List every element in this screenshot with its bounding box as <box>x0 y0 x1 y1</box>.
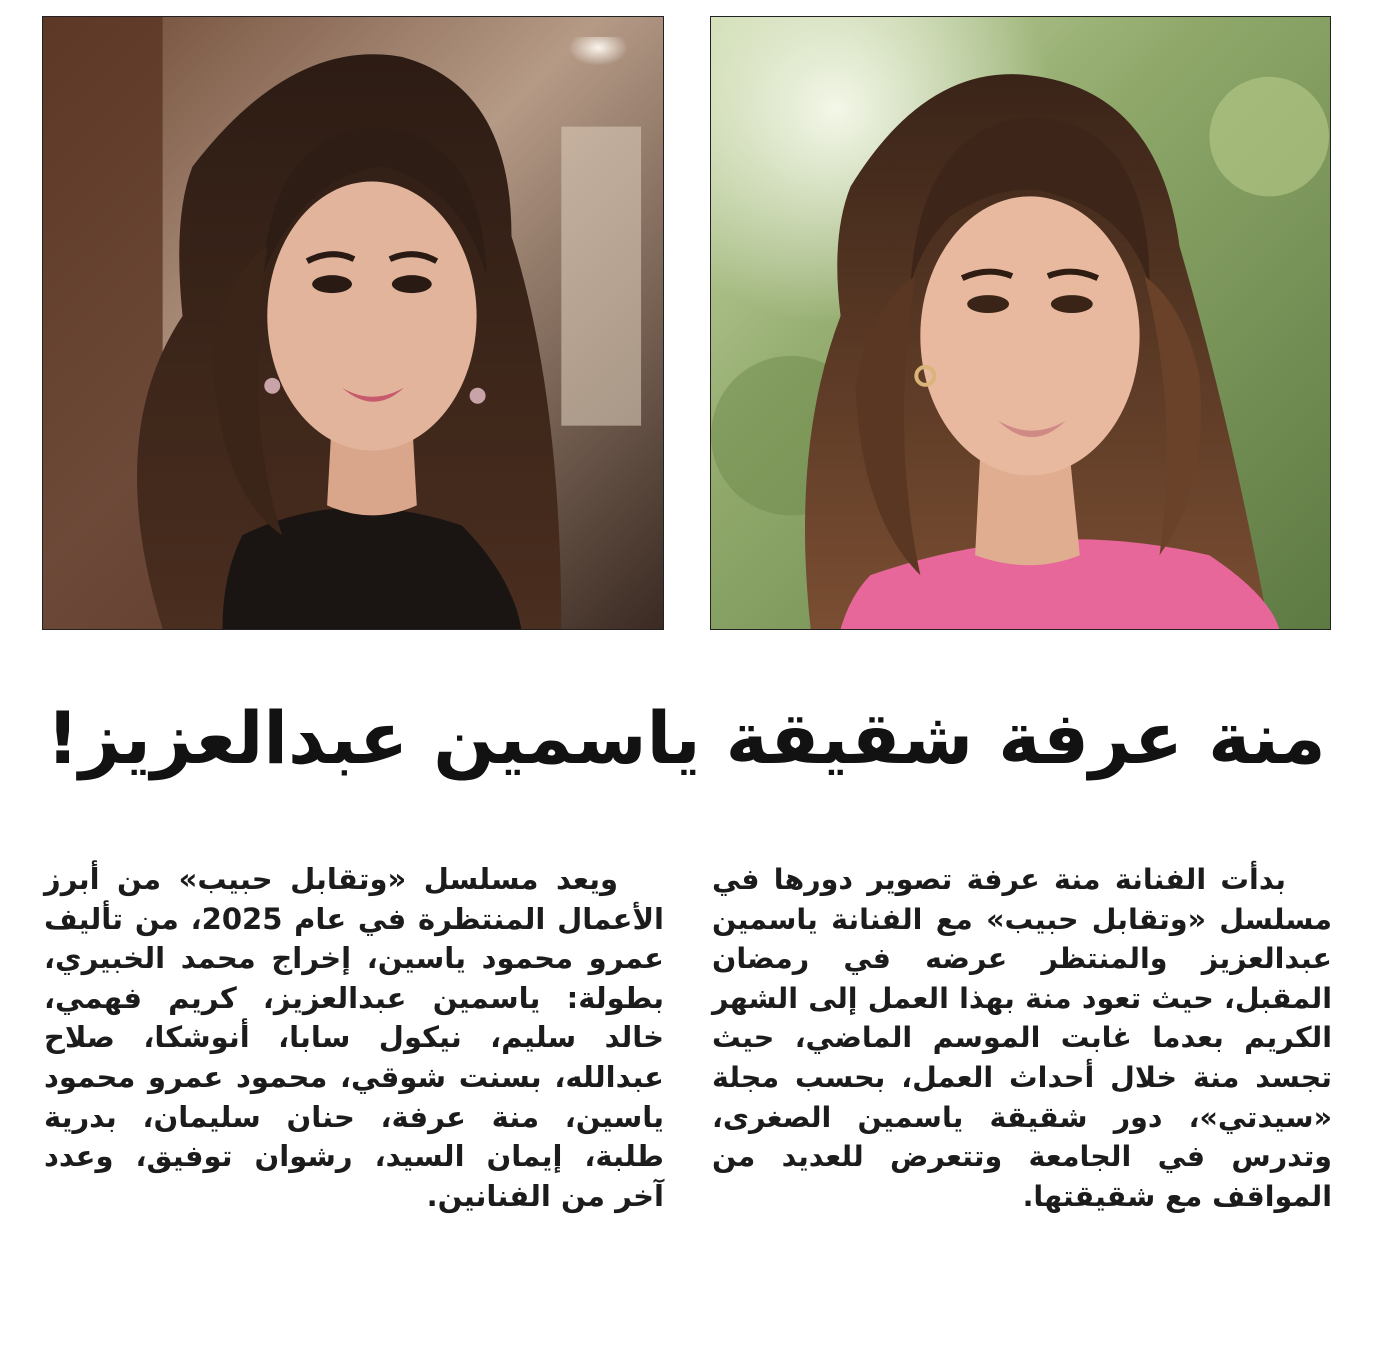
article-line: بطولة: ياسمين عبدالعزيز، كريم فهمي، <box>44 980 664 1015</box>
article-line: خالد سليم، نيكول سابا، أنوشكا، صلاح <box>44 1020 664 1055</box>
article-column-left <box>44 860 664 1216</box>
headline: منة عرفة شقيقة ياسمين عبدالعزيز! <box>46 696 1326 780</box>
photo-yasmin-abdelaziz <box>42 16 664 630</box>
article-line: المواقف مع شقيقتها. <box>1022 1179 1332 1213</box>
article-line: المقبل، حيث تعود منة بهذا العمل إلى الشهر <box>712 981 1332 1015</box>
article-line: عبدالله، بسنت شوقي، محمود عمرو محمود <box>44 1059 664 1094</box>
article-line: مسلسل «وتقابل حبيب» مع الفنانة ياسمين <box>712 902 1332 936</box>
article-line: طلبة، إيمان السيد، رشوان توفيق، وعدد <box>44 1139 664 1174</box>
portrait-illustration-left <box>43 17 663 629</box>
article-line: ياسين، منة عرفة، حنان سليمان، بدرية <box>44 1099 664 1134</box>
article-line: بدأت الفنانة منة عرفة تصوير دورها في <box>712 863 1286 896</box>
portrait-illustration-right <box>711 17 1330 629</box>
article-line: عبدالعزيز والمنتظر عرضه في رمضان <box>712 942 1332 976</box>
article-line: تجسد منة خلال أحداث العمل، بحسب مجلة <box>712 1060 1332 1094</box>
article-line: آخر من الفنانين. <box>426 1178 664 1213</box>
article-line: عمرو محمود ياسين، إخراج محمد الخبيري، <box>44 941 664 976</box>
article-column-right <box>712 860 1332 1216</box>
article-line: الأعمال المنتظرة في عام 2025، من تأليف <box>44 901 664 936</box>
article-line: ويعد مسلسل «وتقابل حبيب» من أبرز <box>44 862 618 896</box>
photo-menna-arafa <box>710 16 1331 630</box>
article-line: الكريم بعدما غابت الموسم الماضي، حيث <box>712 1021 1332 1055</box>
article-line: وتدرس في الجامعة وتتعرض للعديد من <box>712 1140 1332 1174</box>
article-line: «سيدتي»، دور شقيقة ياسمين الصغرى، <box>712 1100 1332 1134</box>
